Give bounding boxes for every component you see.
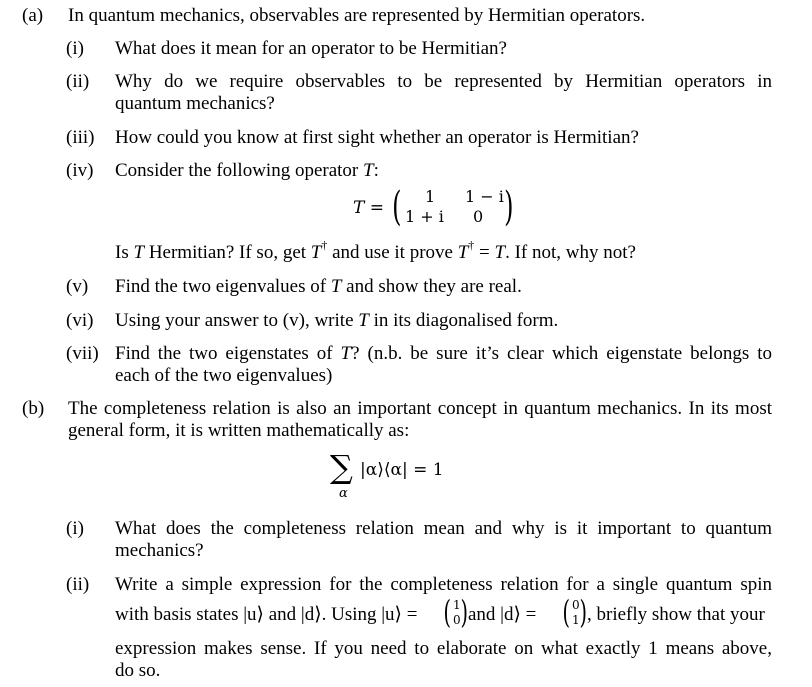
a-ii-line1: Why do we require observables to be represented by Hermitian operators in <box>115 71 772 92</box>
matrix-left-paren: ( <box>392 184 402 230</box>
sum-subscript: α <box>339 486 348 501</box>
hermitian-question: Is T Hermitian? If so, get T† and use it prove T† = T. If not, why not? <box>115 238 636 263</box>
matrix-m21: 1 + i <box>405 207 444 226</box>
a-vii-label: (vii) <box>66 343 99 364</box>
sum-symbol: ∑ <box>330 448 353 486</box>
part-a-intro: In quantum mechanics, observables are represented by Hermitian operators. <box>68 5 646 26</box>
b-ii-line1: Write a simple expression for the completeness relation for a single quantum spin <box>115 574 772 595</box>
a-ii-label: (ii) <box>66 71 90 92</box>
b-ii-line4: do so. <box>115 660 161 681</box>
a-v-label: (v) <box>66 276 89 297</box>
a-iv-text: Consider the following operator T: <box>115 160 379 181</box>
a-iii-text: How could you know at first sight whether an operator is Hermitian? <box>115 127 639 148</box>
a-ii-line2: quantum mechanics? <box>115 93 275 114</box>
d-vector: ( 0 1 ) <box>562 593 587 631</box>
matrix-right-paren: ) <box>504 184 514 230</box>
part-b-label: (b) <box>22 398 45 419</box>
a-v-text: Find the two eigenvalues of T and show they are real. <box>115 276 522 297</box>
part-b-intro-line1: The completeness relation is also an important concept in quantum mechanics. In its most <box>68 398 772 419</box>
b-i-line1: What does the completeness relation mean and why is it important to quantum <box>115 518 772 539</box>
b-i-label: (i) <box>66 518 84 539</box>
u-vector: ( 1 0 ) <box>443 593 468 631</box>
equation-body: |α⟩⟨α| = 1 <box>360 460 444 480</box>
matrix-m12: 1 − i <box>465 187 504 206</box>
a-iv-label: (iv) <box>66 160 94 181</box>
b-ii-line3: expression makes sense. If you need to elaborate on what exactly 1 means above, <box>115 638 772 659</box>
a-vii-line1: Find the two eigenstates of T? (n.b. be sure it’s clear which eigenstate belongs to <box>115 343 772 364</box>
b-ii-line2: with basis states |u⟩ and |d⟩. Using |u⟩ = ( 1 0 ) and |d⟩ = ( 0 1 ) , briefly show that your <box>115 593 765 631</box>
completeness-equation <box>330 448 470 505</box>
b-i-line2: mechanics? <box>115 540 204 561</box>
b-ii-label: (ii) <box>66 574 90 595</box>
part-b-intro-line2: general form, it is written mathematically as: <box>68 420 410 441</box>
matrix-m11: 1 <box>425 187 436 206</box>
a-vi-text: Using your answer to (v), write T in its diagonalised form. <box>115 310 559 331</box>
a-i-label: (i) <box>66 38 84 59</box>
a-vi-label: (vi) <box>66 310 94 331</box>
matrix-lhs: T = <box>353 198 384 218</box>
a-i-text: What does it mean for an operator to be Hermitian? <box>115 38 507 59</box>
a-vii-line2: each of the two eigenvalues) <box>115 365 333 386</box>
matrix-m22: 0 <box>473 207 484 226</box>
a-iii-label: (iii) <box>66 127 95 148</box>
part-a-label: (a) <box>22 5 44 26</box>
operator-matrix <box>353 184 523 231</box>
